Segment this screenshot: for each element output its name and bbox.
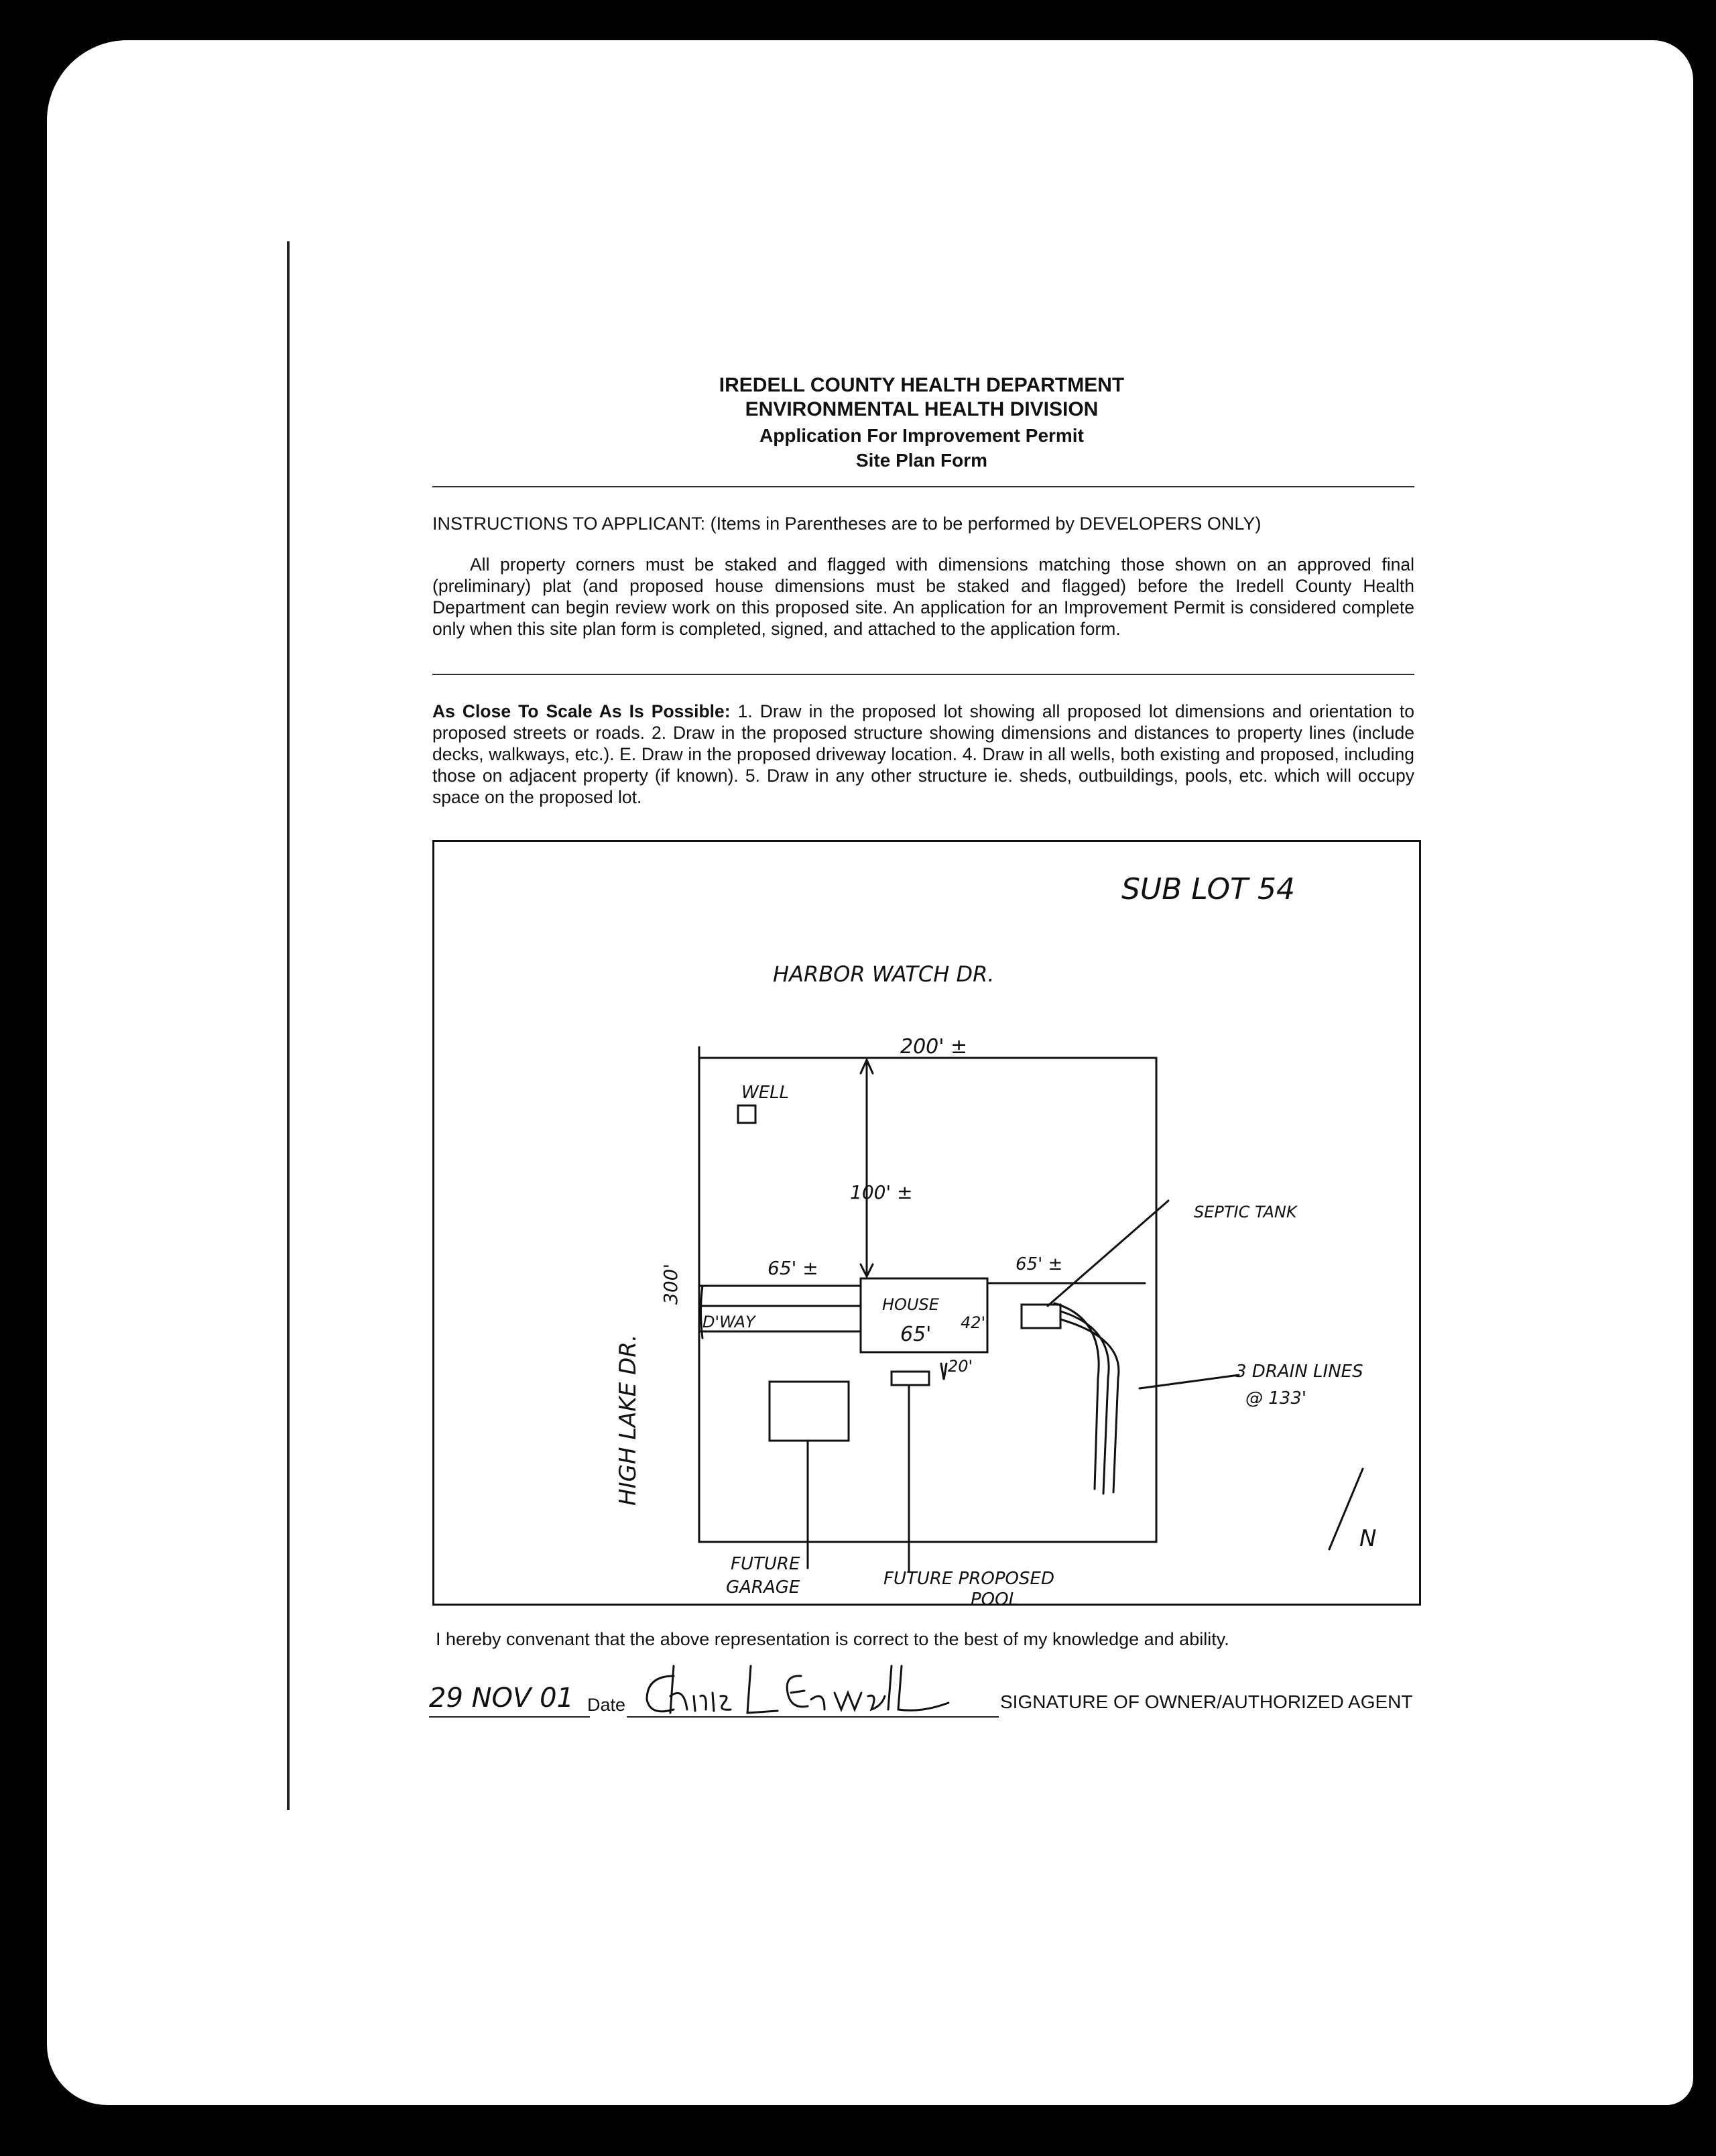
house-depth-label: 42' — [961, 1313, 986, 1332]
site-plan-sketch — [434, 842, 1423, 1608]
front-setback-label: 100' ± — [850, 1181, 913, 1203]
scale-instructions-text: 1. Draw in the proposed lot showing all proposed lot dimensions and orientation to proposed streets or roads. 2. Draw in the proposed structure showing dimensions and distances to property lines (include decks, walkways, etc.). E. Draw in the proposed driveway location. 4. Draw in all wells, both existing and proposed, including those on adjacent property (if known). 5. Draw in any other structure ie. sheds, outbuildings, pools, etc. which will occupy space on the proposed lot. — [432, 701, 1415, 807]
well-marker — [738, 1105, 755, 1123]
division-title: ENVIRONMENTAL HEALTH DIVISION — [745, 398, 1099, 420]
site-plan-box — [432, 840, 1421, 1606]
instructions-heading: INSTRUCTIONS TO APPLICANT: (Items in Parentheses are to be performed by DEVELOPERS ONLY) — [432, 514, 1262, 534]
pool-offset-label: 20' — [948, 1357, 973, 1376]
form-title: Site Plan Form — [855, 450, 988, 471]
well-label: WELL — [741, 1083, 790, 1103]
drain-lines-label: 3 DRAIN LINES — [1235, 1362, 1363, 1382]
north-label: N — [1359, 1525, 1377, 1552]
lot-width-label: 200' ± — [900, 1035, 968, 1059]
north-arrow — [1329, 1469, 1363, 1549]
date-underline — [429, 1716, 590, 1718]
garage-label-2: GARAGE — [726, 1577, 800, 1598]
house-width-label: 65' — [900, 1323, 932, 1346]
garage-label-1: FUTURE — [731, 1554, 800, 1574]
handwritten-date: 29 NOV 01 — [429, 1683, 574, 1714]
lot-depth-label: 300' — [660, 1263, 682, 1305]
drain-line-3 — [1060, 1319, 1119, 1492]
drain-length-label: @ 133' — [1245, 1388, 1307, 1409]
signature-label: SIGNATURE OF OWNER/AUTHORIZED AGENT — [1000, 1691, 1413, 1712]
scale-instructions-lead: As Close To Scale As Is Possible: — [432, 701, 731, 721]
header-divider — [432, 486, 1414, 487]
drain-leader-line — [1140, 1375, 1239, 1388]
instructions-divider — [432, 674, 1414, 675]
department-title: IREDELL COUNTY HEALTH DEPARTMENT — [719, 374, 1125, 396]
scale-instructions — [432, 701, 1414, 808]
left-setback-label: 65' ± — [768, 1257, 818, 1279]
sub-lot-label: SUB LOT 54 — [1121, 872, 1295, 906]
pool-marker — [892, 1372, 929, 1385]
street-top-label: HARBOR WATCH DR. — [773, 961, 995, 987]
house-label: HOUSE — [882, 1295, 939, 1314]
pool-label-1: FUTURE PROPOSED — [883, 1569, 1054, 1589]
pool-offset-tick — [941, 1364, 946, 1380]
driveway-label: D'WAY — [702, 1313, 755, 1331]
pool-label-2: POOL — [971, 1590, 1019, 1608]
scan-edge-line — [287, 241, 290, 1810]
septic-leader-line — [1048, 1201, 1168, 1306]
septic-tank — [1022, 1305, 1060, 1328]
handwritten-signature — [633, 1656, 982, 1723]
covenant-statement: I hereby convenant that the above representation is correct to the best of my knowledge and ability. — [436, 1629, 1229, 1649]
future-garage — [770, 1382, 849, 1441]
septic-label: SEPTIC TANK — [1194, 1203, 1297, 1221]
street-left-label: HIGH LAKE DR. — [615, 1334, 641, 1506]
instructions-body: All property corners must be staked and flagged with dimensions matching those shown on an approved final (preliminary) plat (and proposed house dimensions must be staked and flagged) before the Iredell County Health Department can begin review work on this proposed site. An application for an Improvement Permit is considered complete only when this site plan form is completed, signed, and attached to the application form. — [432, 554, 1414, 639]
right-setback-label: 65' ± — [1016, 1254, 1063, 1274]
application-title: Application For Improvement Permit — [759, 425, 1084, 446]
date-label: Date — [587, 1695, 626, 1715]
